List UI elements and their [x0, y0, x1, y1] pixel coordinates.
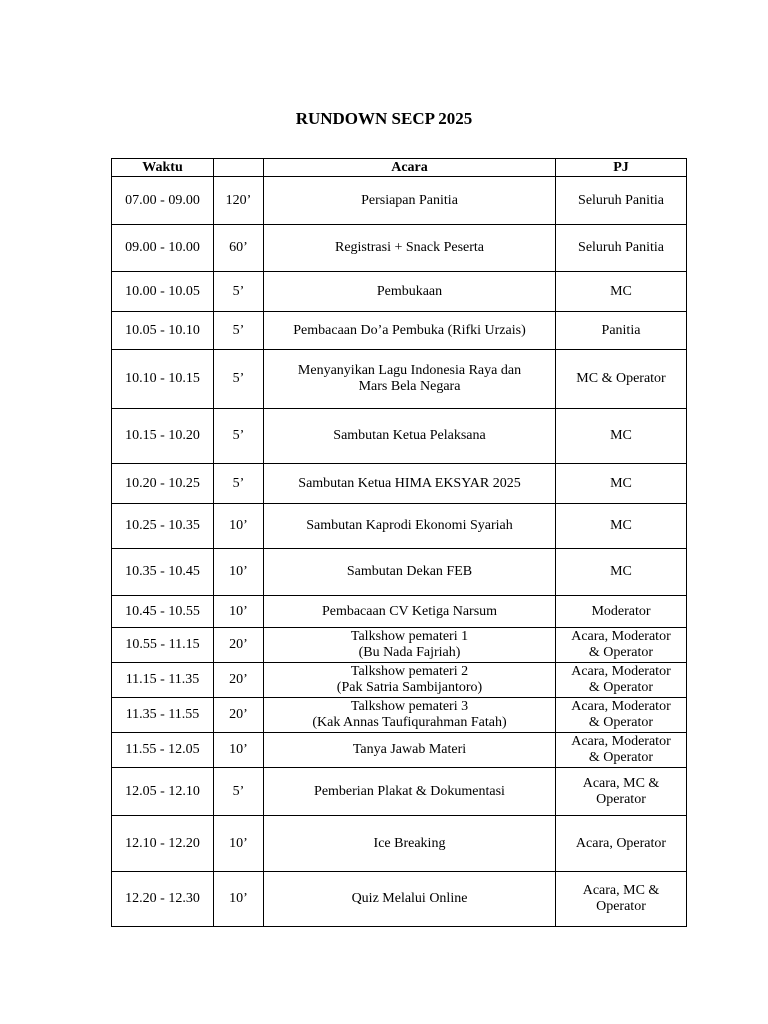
cell-pj: MC [556, 504, 687, 549]
cell-durasi: 10’ [214, 504, 264, 549]
cell-durasi: 10’ [214, 816, 264, 872]
cell-durasi: 10’ [214, 549, 264, 596]
cell-durasi: 20’ [214, 663, 264, 698]
cell-pj: Acara, Moderator & Operator [556, 733, 687, 768]
cell-durasi: 10’ [214, 872, 264, 927]
cell-acara: Sambutan Kaprodi Ekonomi Syariah [264, 504, 556, 549]
cell-durasi: 5’ [214, 464, 264, 504]
rundown-table [111, 158, 687, 927]
table-row [112, 464, 687, 504]
cell-acara: Talkshow pemateri 1 (Bu Nada Fajriah) [264, 628, 556, 663]
table-row [112, 698, 687, 733]
table-row [112, 177, 687, 225]
cell-waktu: 11.15 - 11.35 [112, 663, 214, 698]
column-header-durasi [214, 159, 264, 177]
cell-acara: Sambutan Ketua Pelaksana [264, 409, 556, 464]
cell-durasi: 120’ [214, 177, 264, 225]
cell-waktu: 11.35 - 11.55 [112, 698, 214, 733]
cell-durasi: 20’ [214, 628, 264, 663]
cell-waktu: 10.55 - 11.15 [112, 628, 214, 663]
cell-pj: MC [556, 549, 687, 596]
page-title: RUNDOWN SECP 2025 [295, 109, 473, 128]
cell-acara: Registrasi + Snack Peserta [264, 225, 556, 272]
cell-pj: Acara, Moderator & Operator [556, 698, 687, 733]
cell-acara: Quiz Melalui Online [264, 872, 556, 927]
cell-waktu: 10.45 - 10.55 [112, 596, 214, 628]
column-header-acara: Acara [264, 159, 556, 177]
cell-acara: Talkshow pemateri 2 (Pak Satria Sambijantoro) [264, 663, 556, 698]
cell-durasi: 60’ [214, 225, 264, 272]
table-body [112, 177, 687, 927]
table-row [112, 663, 687, 698]
cell-acara: Ice Breaking [264, 816, 556, 872]
table-row [112, 628, 687, 663]
cell-durasi: 5’ [214, 768, 264, 816]
cell-pj: Seluruh Panitia [556, 177, 687, 225]
cell-acara: Pembukaan [264, 272, 556, 312]
cell-durasi: 5’ [214, 350, 264, 409]
cell-pj: Acara, Moderator & Operator [556, 663, 687, 698]
table-header-row [112, 159, 687, 177]
cell-waktu: 10.35 - 10.45 [112, 549, 214, 596]
cell-waktu: 12.10 - 12.20 [112, 816, 214, 872]
cell-acara: Pemberian Plakat & Dokumentasi [264, 768, 556, 816]
cell-pj: MC [556, 272, 687, 312]
table-row [112, 409, 687, 464]
table-row [112, 549, 687, 596]
cell-waktu: 10.15 - 10.20 [112, 409, 214, 464]
cell-waktu: 12.20 - 12.30 [112, 872, 214, 927]
cell-acara: Sambutan Ketua HIMA EKSYAR 2025 [264, 464, 556, 504]
cell-acara: Talkshow pemateri 3 (Kak Annas Taufiqurahman Fatah) [264, 698, 556, 733]
table-row [112, 816, 687, 872]
table-row [112, 733, 687, 768]
table-row [112, 225, 687, 272]
cell-pj: Acara, MC & Operator [556, 872, 687, 927]
cell-durasi: 5’ [214, 272, 264, 312]
cell-pj: Seluruh Panitia [556, 225, 687, 272]
cell-waktu: 10.05 - 10.10 [112, 312, 214, 350]
cell-acara: Pembacaan Do’a Pembuka (Rifki Urzais) [264, 312, 556, 350]
cell-waktu: 10.10 - 10.15 [112, 350, 214, 409]
cell-waktu: 07.00 - 09.00 [112, 177, 214, 225]
cell-acara: Menyanyikan Lagu Indonesia Raya dan Mars Bela Negara [264, 350, 556, 409]
cell-waktu: 10.00 - 10.05 [112, 272, 214, 312]
table-row [112, 872, 687, 927]
cell-durasi: 10’ [214, 596, 264, 628]
cell-pj: Acara, Operator [556, 816, 687, 872]
cell-durasi: 5’ [214, 409, 264, 464]
cell-waktu: 11.55 - 12.05 [112, 733, 214, 768]
cell-waktu: 12.05 - 12.10 [112, 768, 214, 816]
column-header-pj: PJ [556, 159, 687, 177]
table-row [112, 504, 687, 549]
cell-acara: Persiapan Panitia [264, 177, 556, 225]
cell-pj: MC & Operator [556, 350, 687, 409]
table-row [112, 312, 687, 350]
cell-durasi: 10’ [214, 733, 264, 768]
cell-waktu: 10.20 - 10.25 [112, 464, 214, 504]
table-row [112, 768, 687, 816]
cell-acara: Sambutan Dekan FEB [264, 549, 556, 596]
cell-pj: Acara, MC & Operator [556, 768, 687, 816]
cell-pj: Acara, Moderator & Operator [556, 628, 687, 663]
cell-durasi: 20’ [214, 698, 264, 733]
table-row [112, 350, 687, 409]
cell-durasi: 5’ [214, 312, 264, 350]
cell-pj: MC [556, 409, 687, 464]
cell-waktu: 09.00 - 10.00 [112, 225, 214, 272]
column-header-waktu: Waktu [112, 159, 214, 177]
table-row [112, 272, 687, 312]
cell-acara: Tanya Jawab Materi [264, 733, 556, 768]
cell-waktu: 10.25 - 10.35 [112, 504, 214, 549]
table-row [112, 596, 687, 628]
cell-acara: Pembacaan CV Ketiga Narsum [264, 596, 556, 628]
cell-pj: Moderator [556, 596, 687, 628]
cell-pj: MC [556, 464, 687, 504]
cell-pj: Panitia [556, 312, 687, 350]
